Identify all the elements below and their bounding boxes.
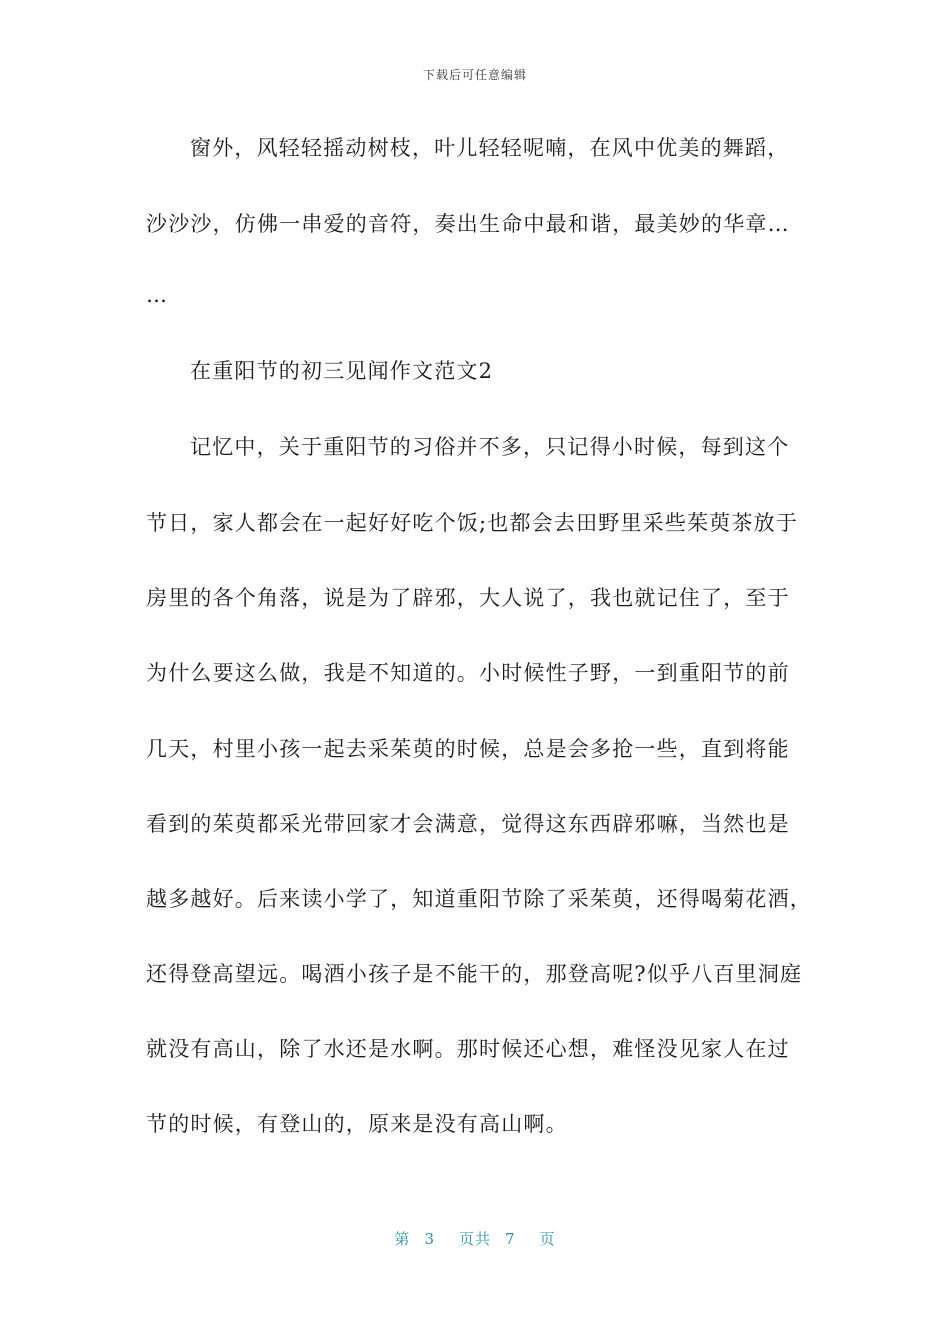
page-footer: [0, 1228, 950, 1249]
paragraph-line: 还得登高望远。喝酒小孩子是不能干的，那登高呢?似乎八百里洞庭: [146, 962, 803, 986]
paragraph-line: 节的时候，有登山的，原来是没有高山啊。: [146, 1112, 568, 1136]
paragraph-line: 就没有高山，除了水还是水啊。那时候还心想，难怪没见家人在过: [146, 1037, 790, 1061]
paragraph-line: 看到的茱萸都采光带回家才会满意，觉得这东西辟邪嘛，当然也是: [146, 812, 790, 836]
footer-ye-gong: 页共: [458, 1230, 491, 1248]
paragraph-line: 窗外，风轻轻摇动树枝，叶儿轻轻呢喃，在风中优美的舞蹈，: [190, 136, 790, 160]
footer-di: 第: [394, 1230, 411, 1248]
paragraph-line: …: [146, 283, 169, 307]
paragraph-line: 几天，村里小孩一起去采茱萸的时候，总是会多抢一些，直到将能: [146, 737, 790, 761]
section-heading: 在重阳节的初三见闻作文范文2: [190, 359, 494, 383]
footer-total-pages: 7: [505, 1230, 516, 1248]
paragraph-line: 为什么要这么做，我是不知道的。小时候性子野，一到重阳节的前: [146, 661, 790, 685]
page-header-note: 下载后可任意编辑: [422, 68, 527, 82]
paragraph-line: 记忆中，关于重阳节的习俗并不多，只记得小时候，每到这个: [190, 435, 790, 459]
paragraph-line: 沙沙沙，仿佛一串爱的音符，奏出生命中最和谐，最美妙的华章…: [146, 212, 790, 236]
footer-ye: 页: [539, 1230, 556, 1248]
paragraph-line: 节日，家人都会在一起好好吃个饭;也都会去田野里采些茱萸茶放于: [146, 511, 799, 535]
footer-page-number: 3: [424, 1230, 435, 1248]
paragraph-line: 房里的各个角落，说是为了辟邪，大人说了，我也就记住了，至于: [146, 586, 790, 610]
paragraph-line: 越多越好。后来读小学了，知道重阳节除了采茱萸，还得喝菊花酒，: [146, 887, 812, 911]
